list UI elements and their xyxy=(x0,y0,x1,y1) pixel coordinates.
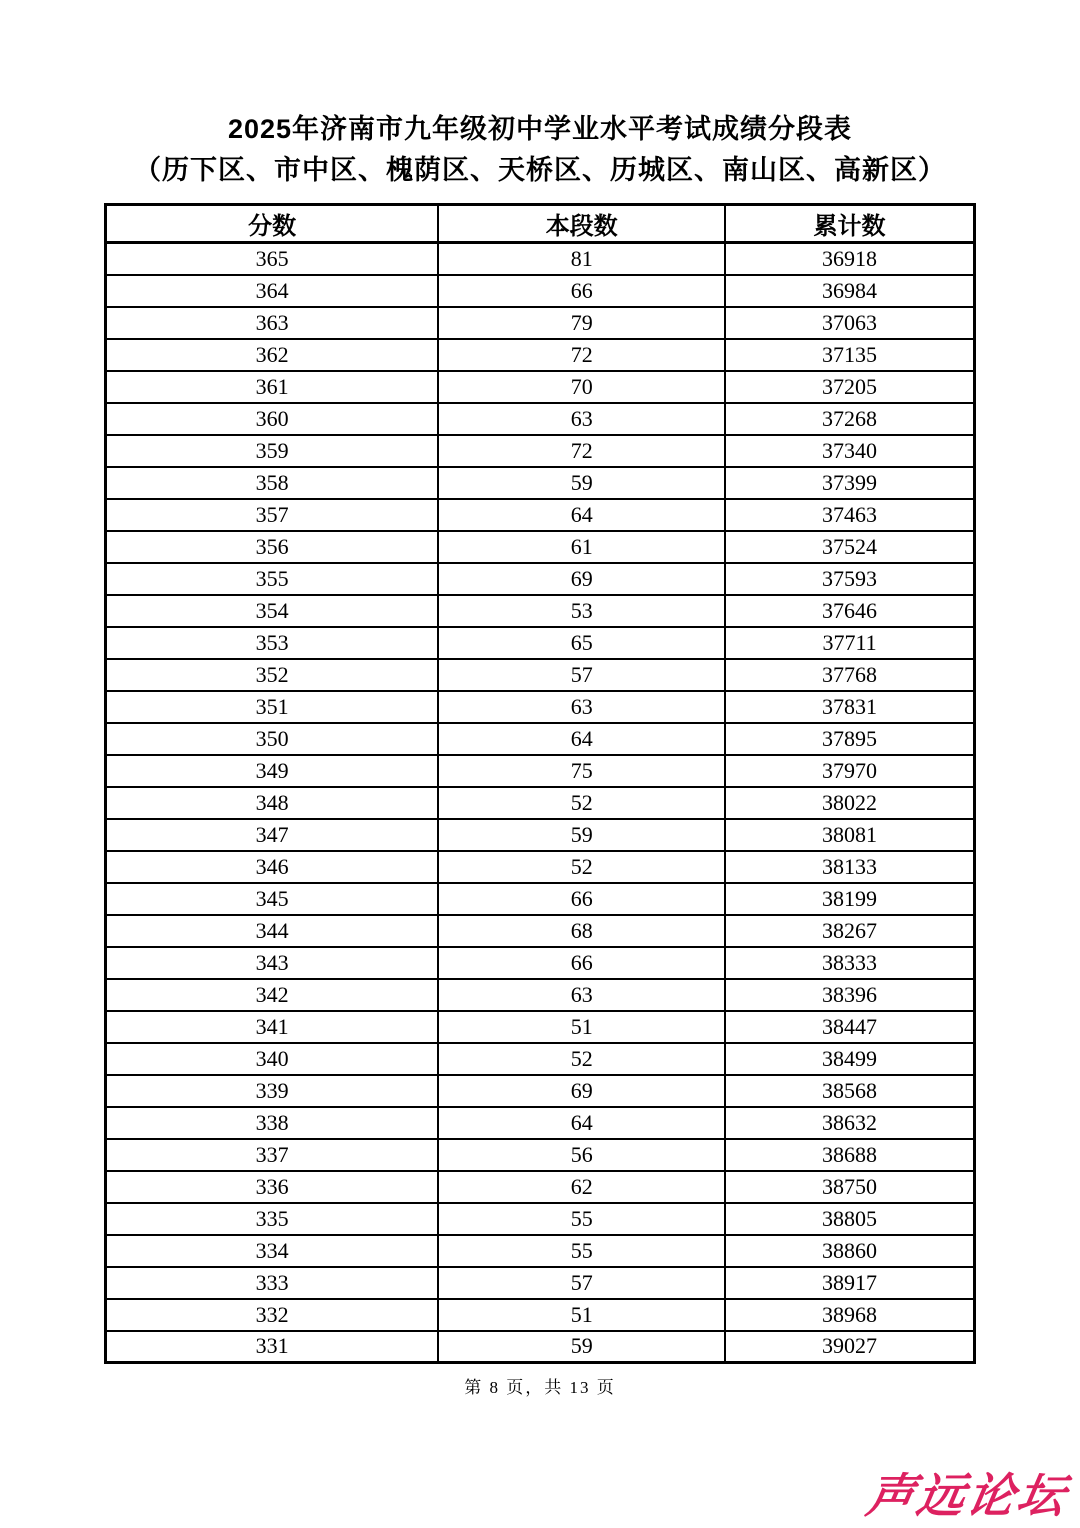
table-row xyxy=(106,979,975,1011)
column-header-score: 分数 xyxy=(106,205,439,243)
score-table-body xyxy=(106,243,975,1363)
cell-score: 334 xyxy=(106,1235,439,1267)
cell-cumulative-count: 38081 xyxy=(725,819,974,851)
cell-cumulative-count: 38632 xyxy=(725,1107,974,1139)
cell-segment-count: 52 xyxy=(438,851,725,883)
table-row xyxy=(106,563,975,595)
cell-segment-count: 64 xyxy=(438,723,725,755)
table-row xyxy=(106,755,975,787)
cell-segment-count: 68 xyxy=(438,915,725,947)
cell-score: 342 xyxy=(106,979,439,1011)
cell-cumulative-count: 38133 xyxy=(725,851,974,883)
score-table-header xyxy=(106,205,975,243)
table-row xyxy=(106,883,975,915)
cell-cumulative-count: 37268 xyxy=(725,403,974,435)
table-row xyxy=(106,723,975,755)
cell-segment-count: 55 xyxy=(438,1203,725,1235)
cell-segment-count: 63 xyxy=(438,979,725,1011)
table-row xyxy=(106,627,975,659)
cell-cumulative-count: 37895 xyxy=(725,723,974,755)
table-row xyxy=(106,275,975,307)
cell-score: 346 xyxy=(106,851,439,883)
cell-segment-count: 79 xyxy=(438,307,725,339)
cell-segment-count: 81 xyxy=(438,243,725,275)
cell-score: 361 xyxy=(106,371,439,403)
cell-score: 349 xyxy=(106,755,439,787)
cell-segment-count: 63 xyxy=(438,691,725,723)
cell-score: 337 xyxy=(106,1139,439,1171)
cell-cumulative-count: 38688 xyxy=(725,1139,974,1171)
cell-segment-count: 62 xyxy=(438,1171,725,1203)
cell-segment-count: 57 xyxy=(438,1267,725,1299)
cell-score: 350 xyxy=(106,723,439,755)
cell-score: 364 xyxy=(106,275,439,307)
score-table xyxy=(104,203,976,1364)
table-row xyxy=(106,1235,975,1267)
cell-cumulative-count: 38396 xyxy=(725,979,974,1011)
table-row xyxy=(106,787,975,819)
cell-score: 331 xyxy=(106,1331,439,1363)
table-row xyxy=(106,915,975,947)
table-row xyxy=(106,1075,975,1107)
cell-score: 335 xyxy=(106,1203,439,1235)
cell-segment-count: 64 xyxy=(438,499,725,531)
cell-score: 363 xyxy=(106,307,439,339)
cell-segment-count: 53 xyxy=(438,595,725,627)
cell-score: 359 xyxy=(106,435,439,467)
cell-segment-count: 65 xyxy=(438,627,725,659)
cell-segment-count: 69 xyxy=(438,563,725,595)
cell-segment-count: 52 xyxy=(438,787,725,819)
table-row xyxy=(106,819,975,851)
page-subtitle: （历下区、市中区、槐荫区、天桥区、历城区、南山区、高新区） xyxy=(134,155,946,185)
cell-score: 356 xyxy=(106,531,439,563)
cell-cumulative-count: 37831 xyxy=(725,691,974,723)
cell-segment-count: 69 xyxy=(438,1075,725,1107)
table-row xyxy=(106,1299,975,1331)
cell-cumulative-count: 39027 xyxy=(725,1331,974,1363)
table-row xyxy=(106,435,975,467)
cell-segment-count: 63 xyxy=(438,403,725,435)
cell-cumulative-count: 38860 xyxy=(725,1235,974,1267)
cell-score: 354 xyxy=(106,595,439,627)
cell-segment-count: 55 xyxy=(438,1235,725,1267)
cell-cumulative-count: 37970 xyxy=(725,755,974,787)
cell-segment-count: 51 xyxy=(438,1011,725,1043)
table-row xyxy=(106,947,975,979)
cell-score: 352 xyxy=(106,659,439,691)
cell-cumulative-count: 37135 xyxy=(725,339,974,371)
cell-score: 347 xyxy=(106,819,439,851)
cell-cumulative-count: 38333 xyxy=(725,947,974,979)
cell-cumulative-count: 37340 xyxy=(725,435,974,467)
cell-cumulative-count: 37646 xyxy=(725,595,974,627)
cell-cumulative-count: 36984 xyxy=(725,275,974,307)
cell-cumulative-count: 37593 xyxy=(725,563,974,595)
table-row xyxy=(106,1171,975,1203)
cell-score: 333 xyxy=(106,1267,439,1299)
cell-cumulative-count: 37399 xyxy=(725,467,974,499)
page-title: 2025年济南市九年级初中学业水平考试成绩分段表 xyxy=(227,114,853,144)
forum-watermark: 声远论坛 xyxy=(862,1469,1073,1522)
table-row xyxy=(106,1203,975,1235)
column-header-segment-count: 本段数 xyxy=(438,205,725,243)
table-row xyxy=(106,531,975,563)
cell-segment-count: 72 xyxy=(438,435,725,467)
cell-segment-count: 59 xyxy=(438,467,725,499)
cell-score: 343 xyxy=(106,947,439,979)
table-row xyxy=(106,339,975,371)
table-row xyxy=(106,659,975,691)
table-row xyxy=(106,595,975,627)
table-row xyxy=(106,1267,975,1299)
cell-cumulative-count: 37063 xyxy=(725,307,974,339)
cell-cumulative-count: 37463 xyxy=(725,499,974,531)
table-row xyxy=(106,307,975,339)
cell-score: 332 xyxy=(106,1299,439,1331)
cell-segment-count: 57 xyxy=(438,659,725,691)
cell-cumulative-count: 37768 xyxy=(725,659,974,691)
cell-score: 339 xyxy=(106,1075,439,1107)
cell-segment-count: 56 xyxy=(438,1139,725,1171)
cell-cumulative-count: 38267 xyxy=(725,915,974,947)
cell-segment-count: 70 xyxy=(438,371,725,403)
cell-segment-count: 52 xyxy=(438,1043,725,1075)
cell-score: 338 xyxy=(106,1107,439,1139)
cell-cumulative-count: 38968 xyxy=(725,1299,974,1331)
cell-score: 357 xyxy=(106,499,439,531)
cell-cumulative-count: 37711 xyxy=(725,627,974,659)
table-row xyxy=(106,851,975,883)
cell-segment-count: 66 xyxy=(438,883,725,915)
cell-segment-count: 66 xyxy=(438,947,725,979)
cell-score: 360 xyxy=(106,403,439,435)
cell-cumulative-count: 38499 xyxy=(725,1043,974,1075)
cell-segment-count: 59 xyxy=(438,819,725,851)
table-row xyxy=(106,371,975,403)
cell-segment-count: 75 xyxy=(438,755,725,787)
header-row xyxy=(106,205,975,243)
table-row xyxy=(106,1107,975,1139)
cell-cumulative-count: 37524 xyxy=(725,531,974,563)
cell-score: 340 xyxy=(106,1043,439,1075)
cell-score: 348 xyxy=(106,787,439,819)
cell-cumulative-count: 38199 xyxy=(725,883,974,915)
cell-segment-count: 51 xyxy=(438,1299,725,1331)
cell-score: 353 xyxy=(106,627,439,659)
cell-score: 355 xyxy=(106,563,439,595)
cell-score: 336 xyxy=(106,1171,439,1203)
cell-cumulative-count: 37205 xyxy=(725,371,974,403)
cell-cumulative-count: 38805 xyxy=(725,1203,974,1235)
cell-score: 365 xyxy=(106,243,439,275)
cell-segment-count: 66 xyxy=(438,275,725,307)
table-row xyxy=(106,691,975,723)
cell-score: 345 xyxy=(106,883,439,915)
table-row xyxy=(106,1011,975,1043)
cell-cumulative-count: 38750 xyxy=(725,1171,974,1203)
cell-segment-count: 72 xyxy=(438,339,725,371)
cell-score: 341 xyxy=(106,1011,439,1043)
table-row xyxy=(106,499,975,531)
table-row xyxy=(106,403,975,435)
table-row xyxy=(106,1331,975,1363)
cell-score: 344 xyxy=(106,915,439,947)
cell-segment-count: 61 xyxy=(438,531,725,563)
cell-score: 362 xyxy=(106,339,439,371)
cell-cumulative-count: 38568 xyxy=(725,1075,974,1107)
cell-cumulative-count: 38022 xyxy=(725,787,974,819)
table-row xyxy=(106,1043,975,1075)
table-row xyxy=(106,243,975,275)
table-row xyxy=(106,1139,975,1171)
cell-cumulative-count: 36918 xyxy=(725,243,974,275)
cell-score: 358 xyxy=(106,467,439,499)
cell-cumulative-count: 38917 xyxy=(725,1267,974,1299)
cell-segment-count: 59 xyxy=(438,1331,725,1363)
table-row xyxy=(106,467,975,499)
cell-cumulative-count: 38447 xyxy=(725,1011,974,1043)
cell-score: 351 xyxy=(106,691,439,723)
column-header-cumulative-count: 累计数 xyxy=(725,205,974,243)
page-footer: 第 8 页，共 13 页 xyxy=(464,1378,616,1397)
cell-segment-count: 64 xyxy=(438,1107,725,1139)
